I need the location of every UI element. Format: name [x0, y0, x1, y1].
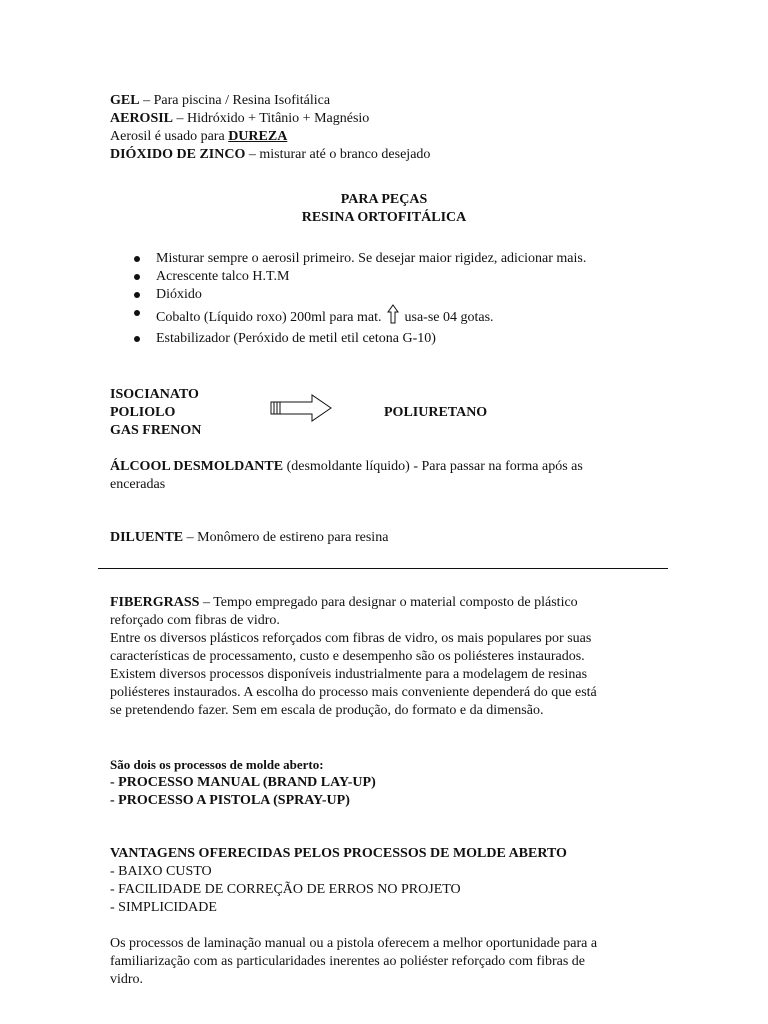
poliuretano-inputs [110, 386, 201, 440]
gel-term: GEL [110, 93, 140, 108]
processo-item: - PROCESSO A PISTOLA (SPRAY-UP) [110, 793, 350, 808]
diluente-line [110, 529, 670, 547]
cobalto-text-after: usa-se 04 gotas. [401, 310, 494, 325]
aerosil-usage-text: Aerosil é usado para [110, 129, 229, 144]
pecas-heading [110, 191, 658, 227]
processos-heading: São dois os processos de molde aberto: [110, 757, 324, 772]
vantagem-item: - SIMPLICIDADE [110, 900, 217, 915]
fibergrass-line: se pretendendo fazer. Sem em escala de produção, do formato e da dimensão. [110, 703, 544, 718]
alcool-text-2: enceradas [110, 477, 166, 492]
poliuretano-result: POLIURETANO [384, 405, 488, 420]
closing-paragraph [110, 935, 658, 989]
processo-item: - PROCESSO MANUAL (BRAND LAY-UP) [110, 775, 376, 790]
horizontal-divider [98, 568, 668, 569]
aerosil-usage-line [110, 128, 670, 146]
closing-line: Os processos de laminação manual ou a pistola oferecem a melhor oportunidade para a [110, 936, 598, 951]
fibergrass-line: poliésteres instaurados. A escolha do processo mais conveniente dependerá do que está [110, 685, 597, 700]
pecas-subtitle: RESINA ORTOFITÁLICA [301, 210, 467, 225]
list-item: Misturar sempre o aerosil primeiro. Se desejar maior rigidez, adicionar mais. [156, 250, 670, 268]
list-item: Dióxido [156, 286, 670, 304]
list-item: Acrescente talco H.T.M [156, 268, 670, 286]
diluente-term: DILUENTE [110, 530, 184, 545]
pecas-bullet-list [110, 250, 670, 348]
dioxido-term: DIÓXIDO DE ZINCO [110, 147, 246, 162]
fibergrass-line: Existem diversos processos disponíveis industrialmente para a modelagem de resinas [110, 667, 588, 682]
input-poliolo: POLIOLO [110, 405, 176, 420]
fibergrass-line: reforçado com fibras de vidro. [110, 613, 280, 628]
vantagens-section [110, 845, 670, 917]
fibergrass-line: características de processamento, custo e desempenho são os poliésteres instaurados. [110, 649, 585, 664]
list-item [156, 304, 670, 330]
gel-text: – Para piscina / Resina Isofitálica [139, 93, 331, 108]
cobalto-text-before: Cobalto (Líquido roxo) 200ml para mat. [156, 310, 386, 325]
processos-section [110, 756, 670, 810]
input-isocianato: ISOCIANATO [110, 387, 199, 402]
poliuretano-formula [110, 386, 670, 440]
aerosil-text: – Hidróxido + Titânio + Magnésio [173, 111, 370, 126]
alcool-paragraph [110, 458, 658, 494]
alcool-term: ÁLCOOL DESMOLDANTE [110, 459, 284, 474]
aerosil-line [110, 110, 670, 128]
vantagens-heading: VANTAGENS OFERECIDAS PELOS PROCESSOS DE MOLDE ABERTO [110, 846, 567, 861]
right-arrow-icon [270, 394, 332, 428]
aerosil-term: AEROSIL [110, 111, 174, 126]
fibergrass-paragraph [110, 594, 658, 720]
dureza-emphasis: DUREZA [228, 129, 288, 144]
vantagem-item: - BAIXO CUSTO [110, 864, 212, 879]
diluente-text: – Monômero de estireno para resina [183, 530, 389, 545]
closing-line: familiarização com as particularidades inerentes ao poliéster reforçado com fibras de [110, 954, 585, 969]
input-gas-frenon: GAS FRENON [110, 423, 202, 438]
gel-line [110, 92, 670, 110]
alcool-text: (desmoldante líquido) - Para passar na forma após as [283, 459, 583, 474]
document-page [110, 92, 670, 989]
closing-line: vidro. [110, 972, 144, 987]
fibergrass-term: FIBERGRASS [110, 595, 200, 610]
vantagem-item: - FACILIDADE DE CORREÇÃO DE ERROS NO PROJETO [110, 882, 461, 897]
list-item: Estabilizador (Peróxido de metil etil cetona G-10) [156, 330, 670, 348]
fibergrass-line: – Tempo empregado para designar o material composto de plástico [199, 595, 578, 610]
up-arrow-icon [387, 304, 399, 330]
dioxido-text: – misturar até o branco desejado [245, 147, 431, 162]
fibergrass-line: Entre os diversos plásticos reforçados com fibras de vidro, os mais populares por suas [110, 631, 592, 646]
dioxido-line [110, 146, 670, 164]
pecas-title: PARA PEÇAS [340, 192, 428, 207]
